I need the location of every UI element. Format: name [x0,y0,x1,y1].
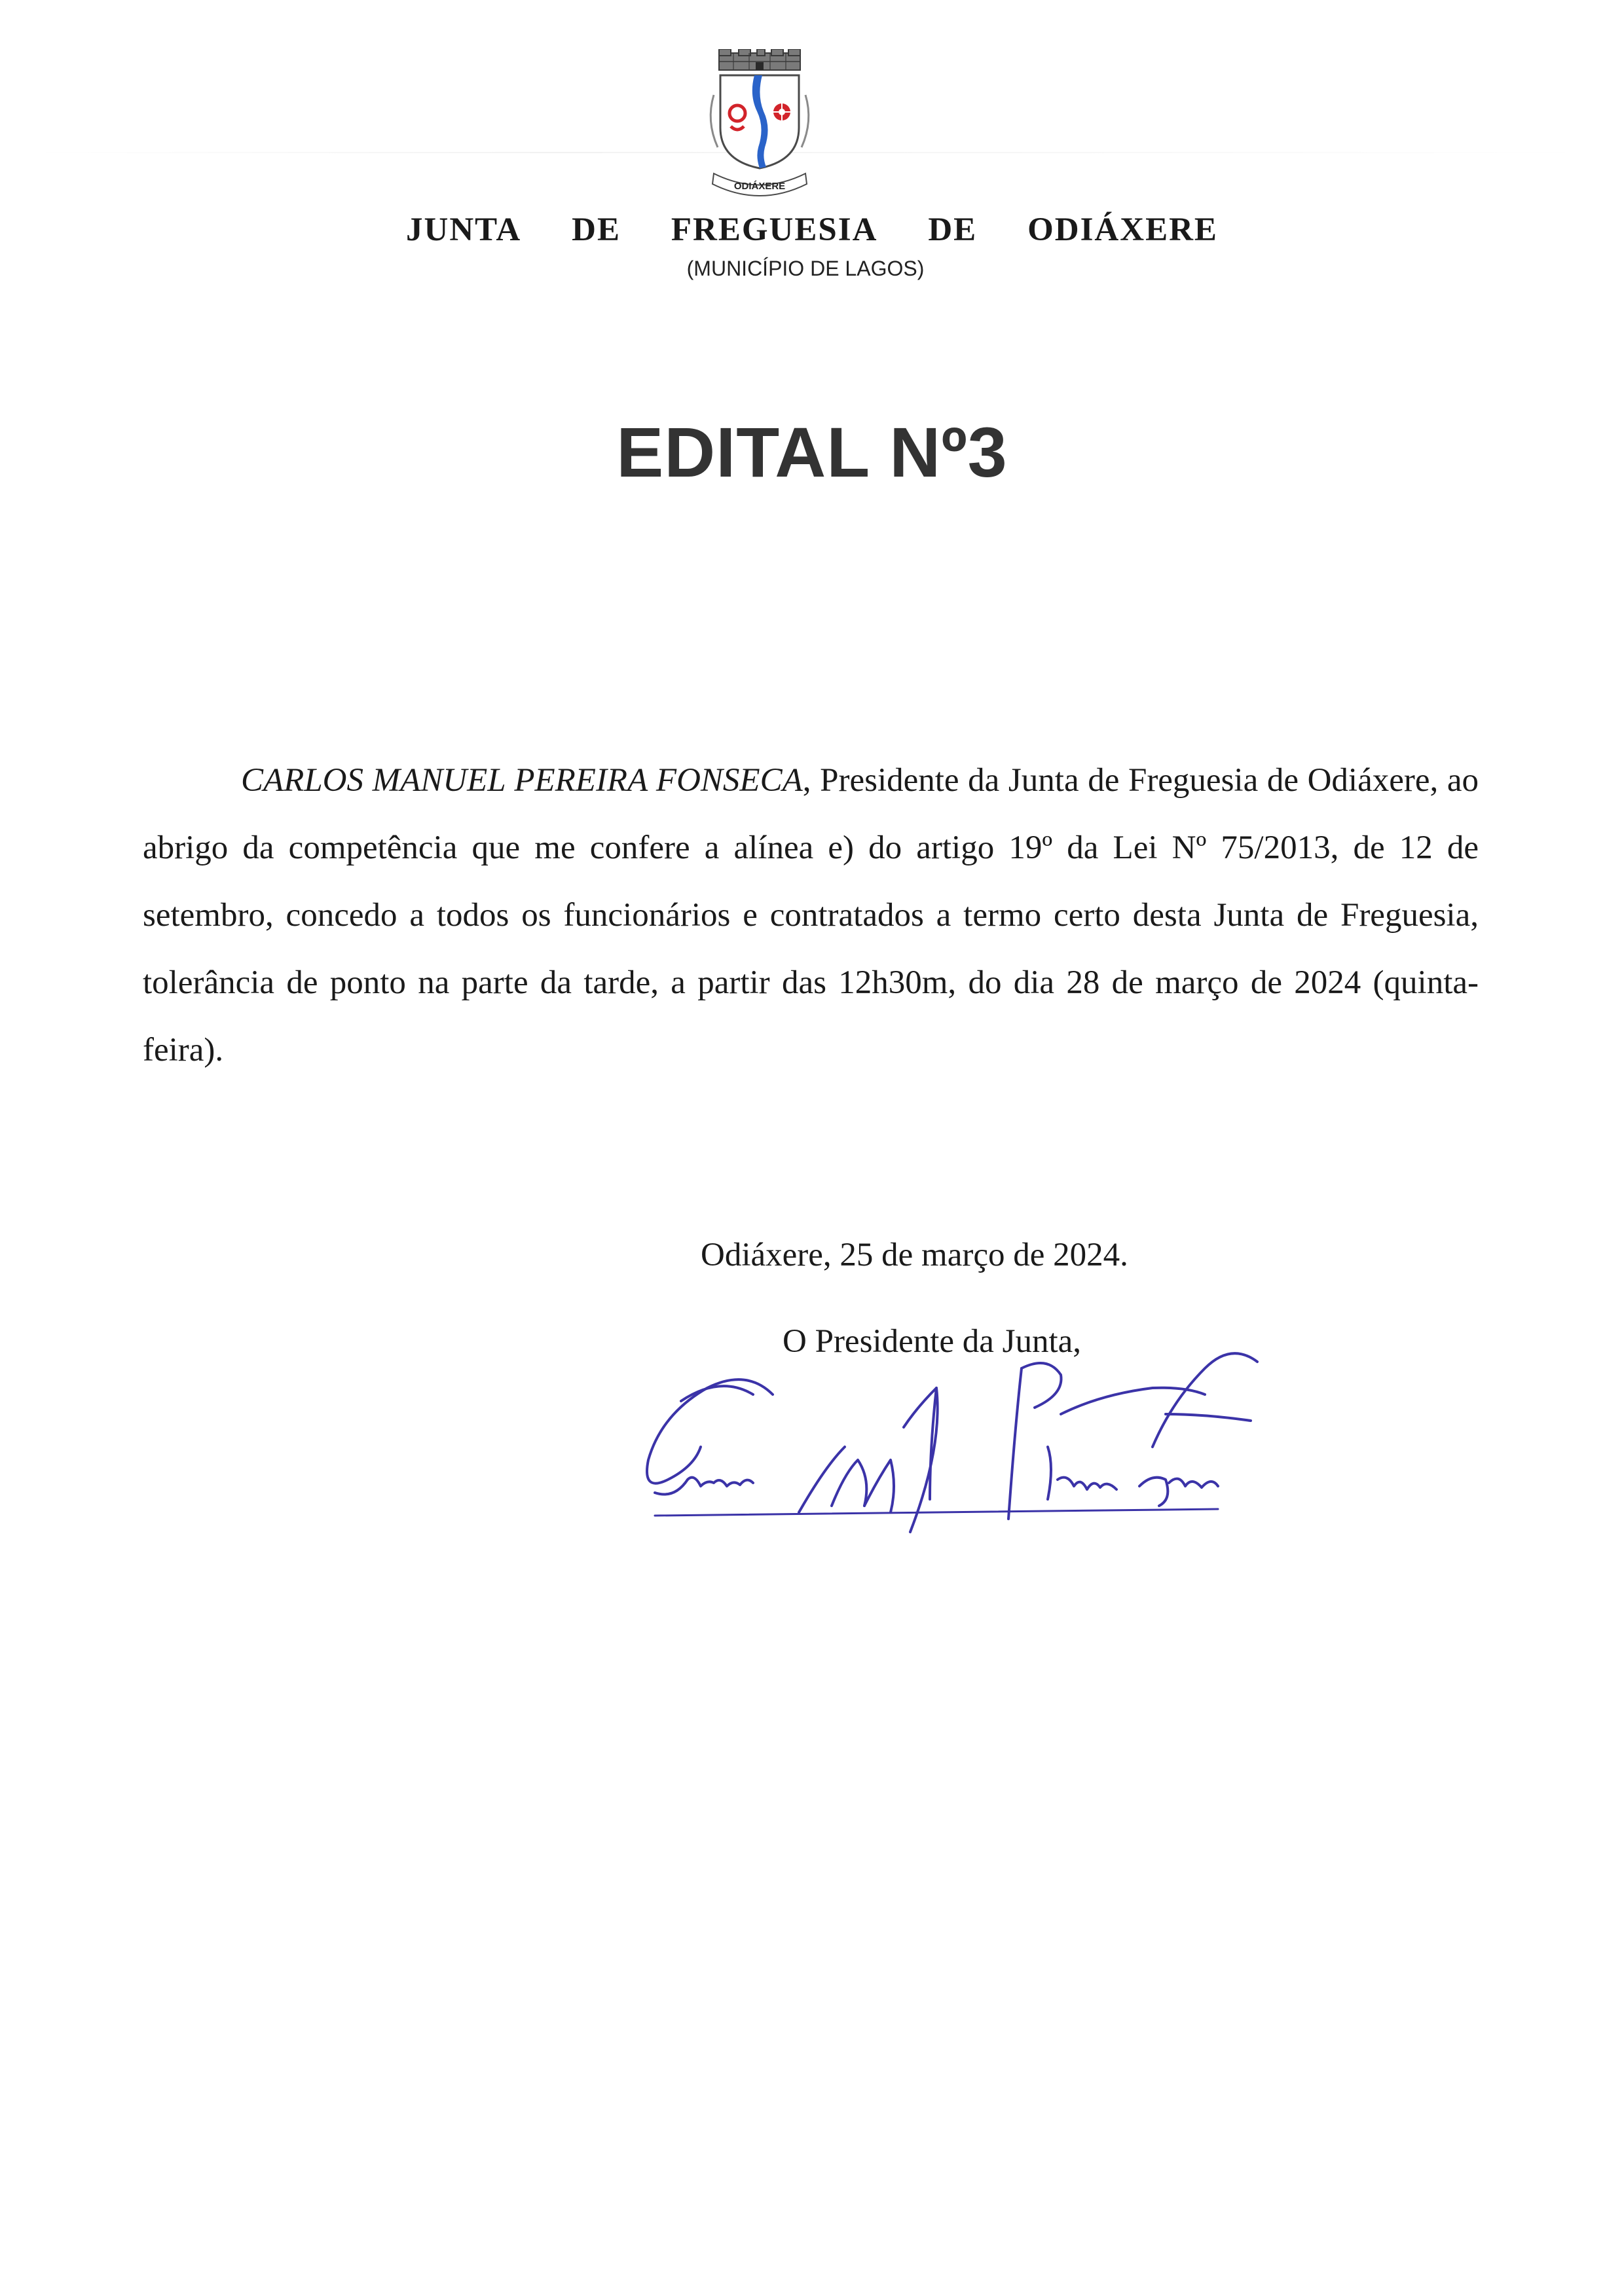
motto-text: ODIÁXERE [733,181,786,192]
title-word: JUNTA [406,211,522,248]
signatory-title: O Presidente da Junta, [783,1323,1082,1360]
president-name: CARLOS MANUEL PEREIRA FONSECA [241,762,803,799]
title-word: ODIÁXERE [1027,211,1218,248]
organization-title [406,211,1218,250]
title-word: FREGUESIA [671,211,878,248]
title-word: DE [572,211,621,248]
mural-crown [719,49,800,70]
organization-subtitle: (MUNICÍPIO DE LAGOS) [686,257,925,280]
parish-crest-icon [694,49,825,203]
handwritten-signature [629,1316,1310,1565]
title-word: DE [928,211,978,248]
date-line: Odiáxere, 25 de março de 2024. [701,1237,1128,1273]
body-paragraph [143,747,1479,1084]
document-title: EDITAL Nº3 [616,412,1008,492]
body-text: , Presidente da Junta de Freguesia de Odiáxere, ao abrigo da competência que me confere a alínea e) do artigo 19º da Lei Nº 75/2013, de 12 de setembro, concedo a todos os funcionários e contratados a termo certo desta Junta de Freguesia, tolerância de ponto na parte da tarde, a partir das 12h30m, do dia 28 de março de 2024 (quinta-feira). [143,762,1479,1068]
